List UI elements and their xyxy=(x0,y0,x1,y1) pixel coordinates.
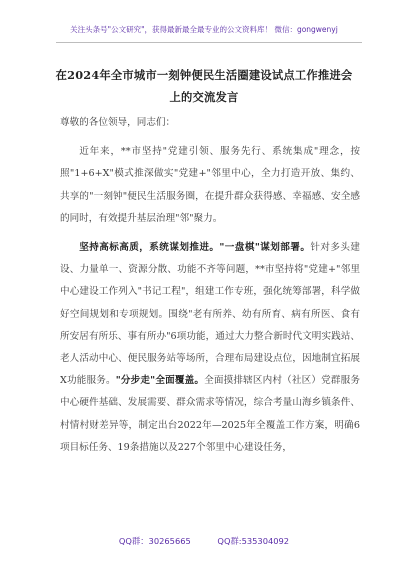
paragraph-2-heading: 坚持高标高质，系统谋划推进。"一盘棋"谋划部署。 xyxy=(79,242,311,254)
paragraph-2-subheading: "分步走"全面覆盖。 xyxy=(115,375,205,387)
header-note: 关注头条号"公文研究"，获得最新最全最专业的公文资料库！ 微信：gongwenyj xyxy=(70,25,338,34)
footer-qq-1: QQ群：30265665 xyxy=(118,536,191,546)
header-divider xyxy=(56,42,362,43)
salutation: 尊敬的各位领导，同志们： xyxy=(60,117,176,128)
document-title xyxy=(0,64,408,108)
title-line-1: 在2024年全市城市一刻钟便民生活圈建设试点工作推进会 xyxy=(55,68,353,82)
paragraph-2-text-continued: 全面摸排辖区内村（社区）党群服务中心硬件基础、发展需要、群众需求等情况，综合考量山海乡镇条件、村情村财差异等，制定出台2022年—2025年全覆盖工作方案，明确6项目标任务、19条措施以及227个邻里中心建设任务， xyxy=(60,375,360,453)
paragraph-2-text: 针对多头建设、力量单一、资源分散、功能不齐等问题，**市坚持将"党建+"邻里中心建设工作列入"书记工程"，组建工作专班，强化统筹部署，科学做好空间规划和专项规划。围绕"老有所养、幼有所育、病有所医、食有所安居有所乐、事有所办"6项功能，通过大力整合新时代文明实践站、老人活动中心、便民服务站等场所，合理布局建设点位，因地制宜拓展X功能服务。 xyxy=(60,242,361,387)
document-body xyxy=(60,112,360,459)
paragraph-2 xyxy=(60,237,360,459)
paragraph-1: 近年来，**市坚持"党建引领、服务先行、系统集成"理念，按照"1+6+X"模式推深做实"党建+"邻里中心，全力打造开放、集约、共享的"一刻钟"便民生活服务圈，在提升群众获得感、幸福感、安全感的同时，有效提升基层治理"邻"聚力。 xyxy=(60,146,360,224)
title-line-2: 上的交流发言 xyxy=(169,90,239,104)
footer xyxy=(0,535,408,547)
footer-qq-2: QQ群:535304092 xyxy=(217,536,290,546)
